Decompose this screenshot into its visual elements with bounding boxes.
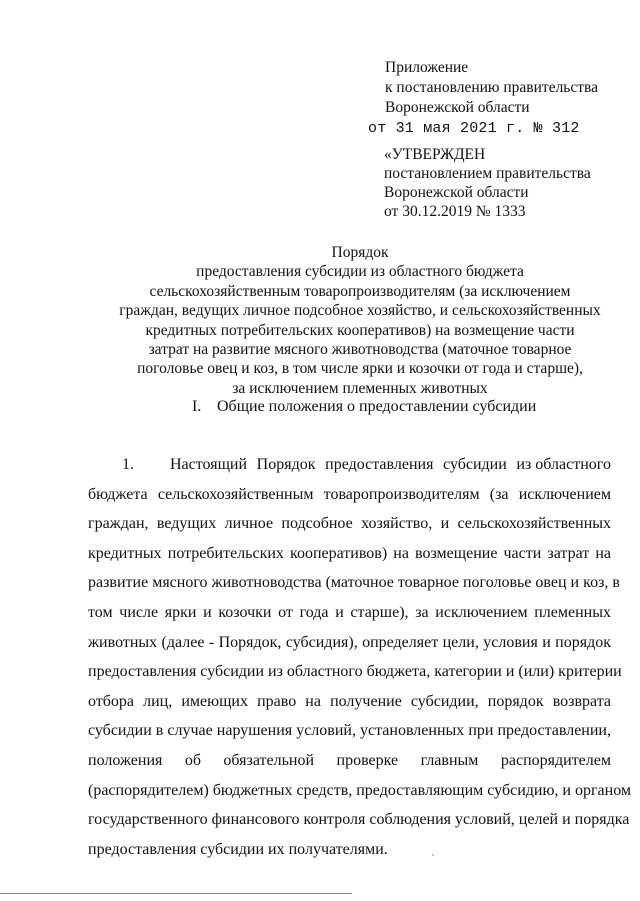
paragraph-line: развитие мясного животноводства (маточное товарное поголовье овец и коз, в — [88, 574, 620, 592]
title-line: граждан, ведущих личное подсобное хозяйство, и сельскохозяйственных — [119, 302, 601, 320]
paragraph-line: государственного финансового контроля соблюдения условий, целей и порядка — [88, 811, 630, 829]
paragraph-1 — [88, 450, 632, 864]
paragraph-word: предоставления — [325, 456, 434, 473]
title-line: Порядок — [331, 244, 389, 261]
approved-line: «УТВЕРЖДЕН — [384, 146, 486, 163]
appendix-line: Воронежской области — [385, 99, 530, 116]
paragraph-word: субсидии — [443, 456, 507, 473]
paragraph-line: бюджета сельскохозяйственным товаропроизводителям (за исключением — [88, 485, 611, 503]
paragraph-line: том числе ярки и козочки от года и старше), за исключением племенных — [88, 603, 611, 621]
paragraph-line: предоставления субсидии их получателями. — [88, 840, 388, 858]
document-title — [80, 243, 640, 398]
paragraph-line: субсидии в случае нарушения условий, установленных при предоставлении, — [88, 722, 611, 740]
appendix-line: Приложение — [385, 59, 469, 76]
paragraph-first-line-words — [170, 450, 611, 480]
paragraph-word: Порядок — [256, 456, 316, 473]
paragraph-first-line — [88, 450, 611, 480]
appendix-header — [368, 58, 599, 139]
section-title: Общие положения о предоставлении субсидии — [217, 398, 537, 415]
title-line: кредитных потребительских кооперативов) на возмещение части — [145, 321, 575, 339]
title-line: затрат на развитие мясного животноводства (маточное товарное — [148, 341, 572, 359]
paragraph-line: положения об обязательной проверке главным распорядителем — [88, 751, 611, 769]
approved-block — [384, 145, 591, 221]
title-line: предоставления субсидии из областного бюджета — [196, 263, 524, 281]
title-line: сельскохозяйственным товаропроизводителям (за исключением — [149, 282, 571, 300]
approved-line: постановлением правительства — [384, 165, 591, 182]
paragraph-line: граждан, ведущих личное подсобное хозяйство, и сельскохозяйственных — [88, 515, 611, 533]
approved-line: от 30.12.2019 № 1333 — [384, 203, 526, 220]
title-line: за исключением племенных животных — [232, 379, 488, 397]
paragraph-line: предоставления субсидии из областного бюджета, категории и (или) критерии — [88, 663, 622, 681]
scan-edge-line — [0, 893, 352, 894]
paragraph-word: Настоящий — [170, 456, 248, 473]
scan-speck — [432, 854, 434, 856]
section-number: I. — [192, 398, 202, 415]
appendix-date-stamp: от 31 мая 2021 г. № 312 — [368, 120, 580, 137]
paragraph-line: отбора лиц, имеющих право на получение субсидии, порядок возврата — [88, 692, 611, 710]
appendix-line: к постановлению правительства — [385, 79, 599, 96]
paragraph-word: из областного — [516, 456, 611, 473]
paragraph-line: кредитных потребительских кооперативов) на возмещение части затрат на — [88, 544, 611, 562]
paragraph-number: 1. — [122, 456, 134, 473]
paragraph-line: животных (далее - Порядок, субсидия), определяет цели, условия и порядок — [88, 633, 611, 651]
title-line: поголовье овец и коз, в том числе ярки и козочки от года и старше), — [137, 360, 583, 378]
paragraph-line: (распорядителем) бюджетных средств, предоставляющим субсидию, и органом — [88, 781, 632, 799]
approved-line: Воронежской области — [384, 184, 529, 201]
